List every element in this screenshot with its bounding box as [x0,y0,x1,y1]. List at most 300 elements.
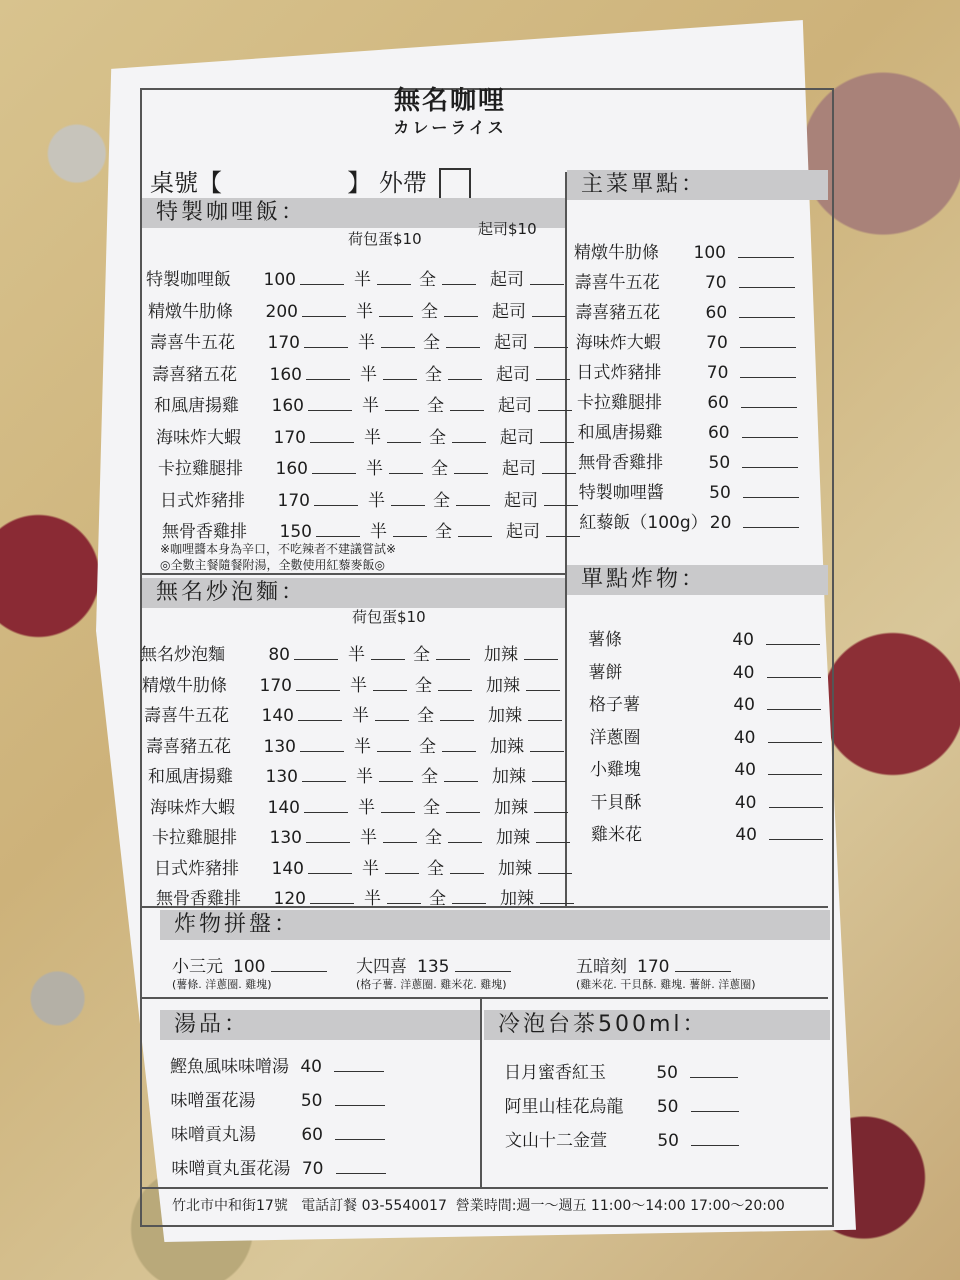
brand-logo [380,80,520,138]
full-qty-line[interactable] [452,441,486,443]
qty-line[interactable] [740,376,796,378]
curry-note-spicy: ※咖哩醬本身為辛口，不吃辣者不建議嘗試※ [160,542,397,556]
item-price: 60 [301,1125,323,1145]
footer [172,1195,785,1215]
half-qty-line[interactable] [379,780,413,782]
extra-qty-line[interactable] [540,441,574,443]
full-qty-line[interactable] [446,346,480,348]
item-price: 20 [709,513,732,533]
menu-item-row [148,297,566,322]
item-name: 小雞塊 [590,760,641,780]
item-price: 40 [733,695,755,715]
menu-item-row [140,640,558,665]
item-name: 味噌蛋花湯 [170,1091,256,1111]
menu-item-row [154,391,572,416]
half-label: 半 [370,522,387,542]
extra-label: 加辣 [500,889,534,909]
section-noodles: 無名炒泡麵： [142,578,565,608]
item-price: 40 [734,760,756,780]
full-label: 全 [427,396,444,416]
half-qty-line[interactable] [387,902,421,904]
menu-item-row [146,732,564,757]
menu-item-row [162,517,580,542]
extra-qty-line[interactable] [528,719,562,721]
item-price: 160 [271,396,304,416]
half-label: 半 [352,706,369,726]
qty-line[interactable] [738,256,794,258]
item-name: 精燉牛肋條 [574,243,659,263]
item-price: 130 [263,736,296,757]
qty-line[interactable] [304,811,348,813]
menu-item-row [171,1086,385,1111]
half-qty-line[interactable] [381,811,415,813]
extra-qty-line[interactable] [530,750,564,752]
qty-line[interactable] [306,378,350,380]
curry-note-soup: ◎全數主餐隨餐附湯，全數使用紅藜麥飯◎ [160,558,385,572]
full-qty-line[interactable] [448,841,482,843]
item-name: 壽喜豬五花 [146,736,231,757]
menu-item-row [576,358,796,383]
full-qty-line[interactable] [452,902,486,904]
item-price: 100 [263,270,296,290]
qty-line[interactable] [691,1144,739,1146]
footer-address: 竹北市中和街17號 [172,1198,288,1214]
half-label: 半 [364,427,381,448]
qty-line[interactable] [312,472,356,474]
noodle-addon-egg: 荷包蛋$10 [352,608,426,626]
extra-qty-line[interactable] [538,872,572,874]
full-qty-line[interactable] [444,780,478,782]
item-name: 無骨香雞排 [162,522,247,542]
qty-line[interactable] [690,1076,738,1078]
qty-line[interactable] [310,902,354,904]
item-name: 味噌貢丸蛋花湯 [171,1159,291,1179]
section-soup: 湯品： [160,1010,480,1040]
qty-line[interactable] [739,286,795,288]
menu-item-row [144,701,562,726]
item-name: 壽喜牛五花 [150,333,235,353]
full-label: 全 [423,333,440,353]
item-price: 70 [301,1159,324,1179]
item-price: 60 [707,423,730,443]
item-name: 五暗刻 [576,957,627,977]
item-name: 和風唐揚雞 [577,423,663,443]
half-qty-line[interactable] [377,283,411,285]
item-name: 壽喜牛五花 [144,706,229,726]
qty-line[interactable] [769,838,823,840]
curry-addon-cheese: 起司$10 [478,220,537,238]
item-name: 卡拉雞腿排 [577,393,662,413]
full-qty-line[interactable] [442,750,476,752]
half-qty-line[interactable] [393,535,427,537]
extra-label: 起司 [498,396,532,416]
menu-item-row [591,820,823,845]
item-price: 130 [265,767,298,787]
full-qty-line[interactable] [456,504,490,506]
qty-line[interactable] [304,346,348,348]
qty-line[interactable] [767,676,821,678]
platter-item [356,952,511,977]
menu-item-row [575,268,795,293]
extra-label: 起司 [500,427,534,448]
platter-item [576,952,731,977]
column-divider-bottom [480,997,482,1187]
extra-qty-line[interactable] [532,780,566,782]
item-price: 50 [657,1131,679,1151]
extra-label: 起司 [506,522,540,542]
menu-item-row [589,658,821,683]
item-name: 和風唐揚雞 [154,396,239,416]
item-price: 40 [733,727,756,748]
item-price: 130 [269,828,302,848]
qty-line[interactable] [739,316,795,318]
item-price: 50 [709,483,731,503]
full-label: 全 [419,270,436,290]
full-qty-line[interactable] [454,472,488,474]
half-label: 半 [362,858,379,879]
platter-desc: (雞米花. 干貝酥. 雞塊. 薯餅. 洋蔥圈) [576,978,756,991]
qty-line[interactable] [271,970,327,972]
qty-line[interactable] [302,780,346,782]
item-name: 薯條 [588,630,622,650]
half-qty-line[interactable] [375,719,409,721]
item-name: 日式炸豬排 [154,858,239,879]
item-price: 120 [273,889,306,909]
full-qty-line[interactable] [458,535,492,537]
order-header [150,163,471,200]
qty-line[interactable] [741,406,797,408]
takeout-checkbox[interactable] [439,168,471,200]
full-label: 全 [429,889,446,909]
extra-label: 加辣 [496,828,530,848]
full-qty-line[interactable] [450,872,484,874]
full-label: 全 [423,797,440,818]
qty-line[interactable] [740,346,796,348]
menu-item-row [578,418,798,443]
item-name: 紅藜飯（100g） [579,513,708,533]
menu-item-row [150,328,568,353]
item-name: 海味炸大蝦 [575,333,661,353]
qty-line[interactable] [300,750,344,752]
extra-qty-line[interactable] [546,535,580,537]
extra-qty-line[interactable] [538,409,572,411]
platter-item [172,952,327,977]
extra-label: 起司 [504,490,538,511]
menu-item-row [577,388,797,413]
half-qty-line[interactable] [377,750,411,752]
item-name: 格子薯 [589,695,640,715]
qty-line[interactable] [300,283,344,285]
half-qty-line[interactable] [385,872,419,874]
qty-line[interactable] [334,1070,384,1072]
item-name: 雞米花 [591,825,642,845]
half-qty-line[interactable] [389,472,423,474]
full-qty-line[interactable] [438,689,472,691]
item-price: 70 [706,333,728,353]
menu-item-row [172,1154,386,1179]
item-name: 壽喜豬五花 [575,303,661,323]
menu-item-row [146,265,564,290]
item-name: 壽喜豬五花 [152,364,237,385]
item-price: 70 [706,363,729,383]
qty-line[interactable] [308,872,352,874]
item-price: 50 [656,1097,679,1117]
qty-line[interactable] [743,496,799,498]
item-price: 170 [637,957,670,977]
full-label: 全 [415,675,432,696]
item-price: 170 [267,333,300,353]
qty-line[interactable] [336,1172,386,1174]
item-price: 40 [732,630,754,650]
section-tea: 冷泡台茶500ml： [484,1010,830,1040]
qty-line[interactable] [675,970,731,972]
full-qty-line[interactable] [448,378,482,380]
item-name: 日月蜜香紅玉 [504,1063,606,1083]
full-label: 全 [435,522,452,542]
extra-label: 起司 [494,333,528,353]
menu-item-row [152,360,570,385]
item-name: 精燉牛肋條 [148,301,233,322]
menu-item-row [505,1092,739,1117]
menu-item-row [576,328,796,353]
full-qty-line[interactable] [440,719,474,721]
half-label: 半 [360,828,377,848]
takeout-label: 外帶 [378,169,427,197]
qty-line[interactable] [743,526,799,528]
menu-item-row [152,823,570,848]
full-label: 全 [429,427,446,448]
item-price: 40 [735,825,757,845]
item-name: 無名炒泡麵 [140,645,225,665]
qty-line[interactable] [314,504,358,506]
full-label: 全 [417,706,434,726]
extra-qty-line[interactable] [534,811,568,813]
menu-item-row [591,788,823,813]
qty-line[interactable] [296,689,340,691]
item-price: 200 [265,301,298,322]
item-price: 40 [734,792,757,813]
item-name: 卡拉雞腿排 [152,828,237,848]
item-name: 鰹魚風味味噌湯 [170,1057,289,1077]
full-label: 全 [419,736,436,757]
extra-qty-line[interactable] [524,658,558,660]
item-name: 無骨香雞排 [578,453,664,473]
divider-soup [142,997,828,999]
qty-line[interactable] [742,436,798,438]
item-name: 大四喜 [356,957,407,977]
footer-hours: 營業時間:週一～週五 11:00～14:00 17:00～20:00 [455,1198,785,1214]
item-price: 40 [732,662,755,683]
item-name: 阿里山桂花烏龍 [504,1097,624,1117]
half-qty-line[interactable] [391,504,425,506]
qty-line[interactable] [768,741,822,743]
item-price: 170 [277,490,310,511]
extra-qty-line[interactable] [540,902,574,904]
qty-line[interactable] [691,1110,739,1112]
extra-qty-line[interactable] [534,346,568,348]
extra-qty-line[interactable] [536,378,570,380]
qty-line[interactable] [766,643,820,645]
half-label: 半 [354,270,371,290]
extra-label: 加辣 [488,706,522,726]
full-qty-line[interactable] [444,315,478,317]
full-label: 全 [421,767,438,787]
qty-line[interactable] [455,970,511,972]
full-qty-line[interactable] [450,409,484,411]
table-number-label: 桌號【 [150,169,222,197]
half-label: 半 [350,675,367,696]
half-qty-line[interactable] [371,658,405,660]
menu-item-row [589,690,821,715]
table-number-end: 】 [347,169,372,197]
half-label: 半 [362,396,379,416]
half-label: 半 [356,301,373,322]
half-qty-line[interactable] [383,841,417,843]
item-price: 150 [279,522,312,542]
item-price: 40 [300,1057,322,1077]
extra-label: 加辣 [492,767,526,787]
full-label: 全 [425,828,442,848]
extra-qty-line[interactable] [544,504,578,506]
extra-qty-line[interactable] [530,283,564,285]
menu-item-row [578,448,798,473]
menu-item-row [574,238,794,263]
item-name: 洋蔥圈 [589,727,641,748]
menu-item-row [504,1058,738,1083]
item-name: 特製咖哩醬 [578,483,664,503]
divider-footer [142,1187,828,1189]
half-qty-line[interactable] [387,441,421,443]
platter-desc: (格子薯. 洋蔥圈. 雞米花. 雞塊) [356,978,507,991]
item-price: 140 [261,706,294,726]
item-price: 50 [300,1091,323,1111]
brand-name: 無名咖哩 [393,86,506,116]
footer-phone: 電話訂餐 03-5540017 [301,1198,447,1214]
item-name: 味噌貢丸湯 [171,1125,256,1145]
section-curry-rice: 特製咖哩飯： [142,198,565,228]
qty-line[interactable] [768,773,822,775]
qty-line[interactable] [335,1104,385,1106]
menu-item-row [579,478,799,503]
menu-item-row [575,298,795,323]
extra-label: 加辣 [486,675,520,696]
item-name: 精燉牛肋條 [142,675,227,696]
full-label: 全 [433,490,450,511]
half-qty-line[interactable] [373,689,407,691]
item-price: 140 [271,858,304,879]
extra-label: 加辣 [498,858,532,879]
half-qty-line[interactable] [383,378,417,380]
qty-line[interactable] [767,708,821,710]
qty-line[interactable] [769,806,823,808]
item-price: 60 [705,303,728,323]
qty-line[interactable] [306,841,350,843]
extra-label: 加辣 [494,797,528,818]
curry-addon-egg: 荷包蛋$10 [348,230,422,248]
section-platter: 炸物拼盤： [160,910,830,940]
qty-line[interactable] [302,315,346,317]
extra-label: 起司 [496,364,530,385]
menu-item-row [505,1126,739,1151]
item-name: 和風唐揚雞 [148,767,233,787]
item-price: 160 [275,459,308,479]
extra-qty-line[interactable] [532,315,566,317]
item-name: 文山十二金萱 [505,1131,607,1151]
item-name: 無骨香雞排 [156,889,241,909]
half-label: 半 [360,364,377,385]
half-label: 半 [356,767,373,787]
extra-label: 起司 [502,459,536,479]
menu-item-row [579,508,799,533]
qty-line[interactable] [335,1138,385,1140]
extra-qty-line[interactable] [536,841,570,843]
qty-line[interactable] [742,466,798,468]
item-price: 160 [269,364,302,385]
item-name: 小三元 [172,957,223,977]
extra-qty-line[interactable] [526,689,560,691]
extra-label: 起司 [492,301,526,322]
half-qty-line[interactable] [385,409,419,411]
extra-label: 加辣 [490,736,524,757]
extra-label: 加辣 [484,645,518,665]
extra-label: 起司 [490,270,524,290]
item-price: 100 [693,243,726,263]
section-fried-single: 單點炸物： [567,565,828,595]
item-price: 60 [707,393,729,413]
extra-qty-line[interactable] [542,472,576,474]
item-price: 80 [268,645,290,665]
full-qty-line[interactable] [436,658,470,660]
full-qty-line[interactable] [442,283,476,285]
item-price: 170 [273,427,306,448]
menu-item-row [170,1052,384,1077]
item-price: 50 [708,453,731,473]
qty-line[interactable] [294,658,338,660]
menu-item-row [154,854,572,879]
half-label: 半 [366,459,383,479]
platter-desc: (薯條. 洋蔥圈. 雞塊) [172,978,272,991]
item-price: 50 [656,1063,678,1083]
item-name: 卡拉雞腿排 [158,459,243,479]
half-label: 半 [348,645,365,665]
half-label: 半 [358,333,375,353]
full-qty-line[interactable] [446,811,480,813]
qty-line[interactable] [316,535,360,537]
item-name: 海味炸大蝦 [156,427,241,448]
qty-line[interactable] [298,719,342,721]
item-name: 日式炸豬排 [160,490,245,511]
item-name: 海味炸大蝦 [150,797,235,818]
full-label: 全 [413,645,430,665]
full-label: 全 [431,459,448,479]
qty-line[interactable] [310,441,354,443]
menu-item-row [588,625,820,650]
full-label: 全 [421,301,438,322]
half-label: 半 [364,889,381,909]
section-main-single: 主菜單點： [567,170,828,200]
item-name: 日式炸豬排 [576,363,662,383]
menu-item-row [142,671,560,696]
half-qty-line[interactable] [379,315,413,317]
menu-item-row [156,423,574,448]
qty-line[interactable] [308,409,352,411]
item-price: 135 [417,957,450,977]
half-qty-line[interactable] [381,346,415,348]
item-name: 特製咖哩飯 [146,270,231,290]
full-label: 全 [427,858,444,879]
item-price: 140 [267,797,300,818]
menu-item-row [590,723,822,748]
